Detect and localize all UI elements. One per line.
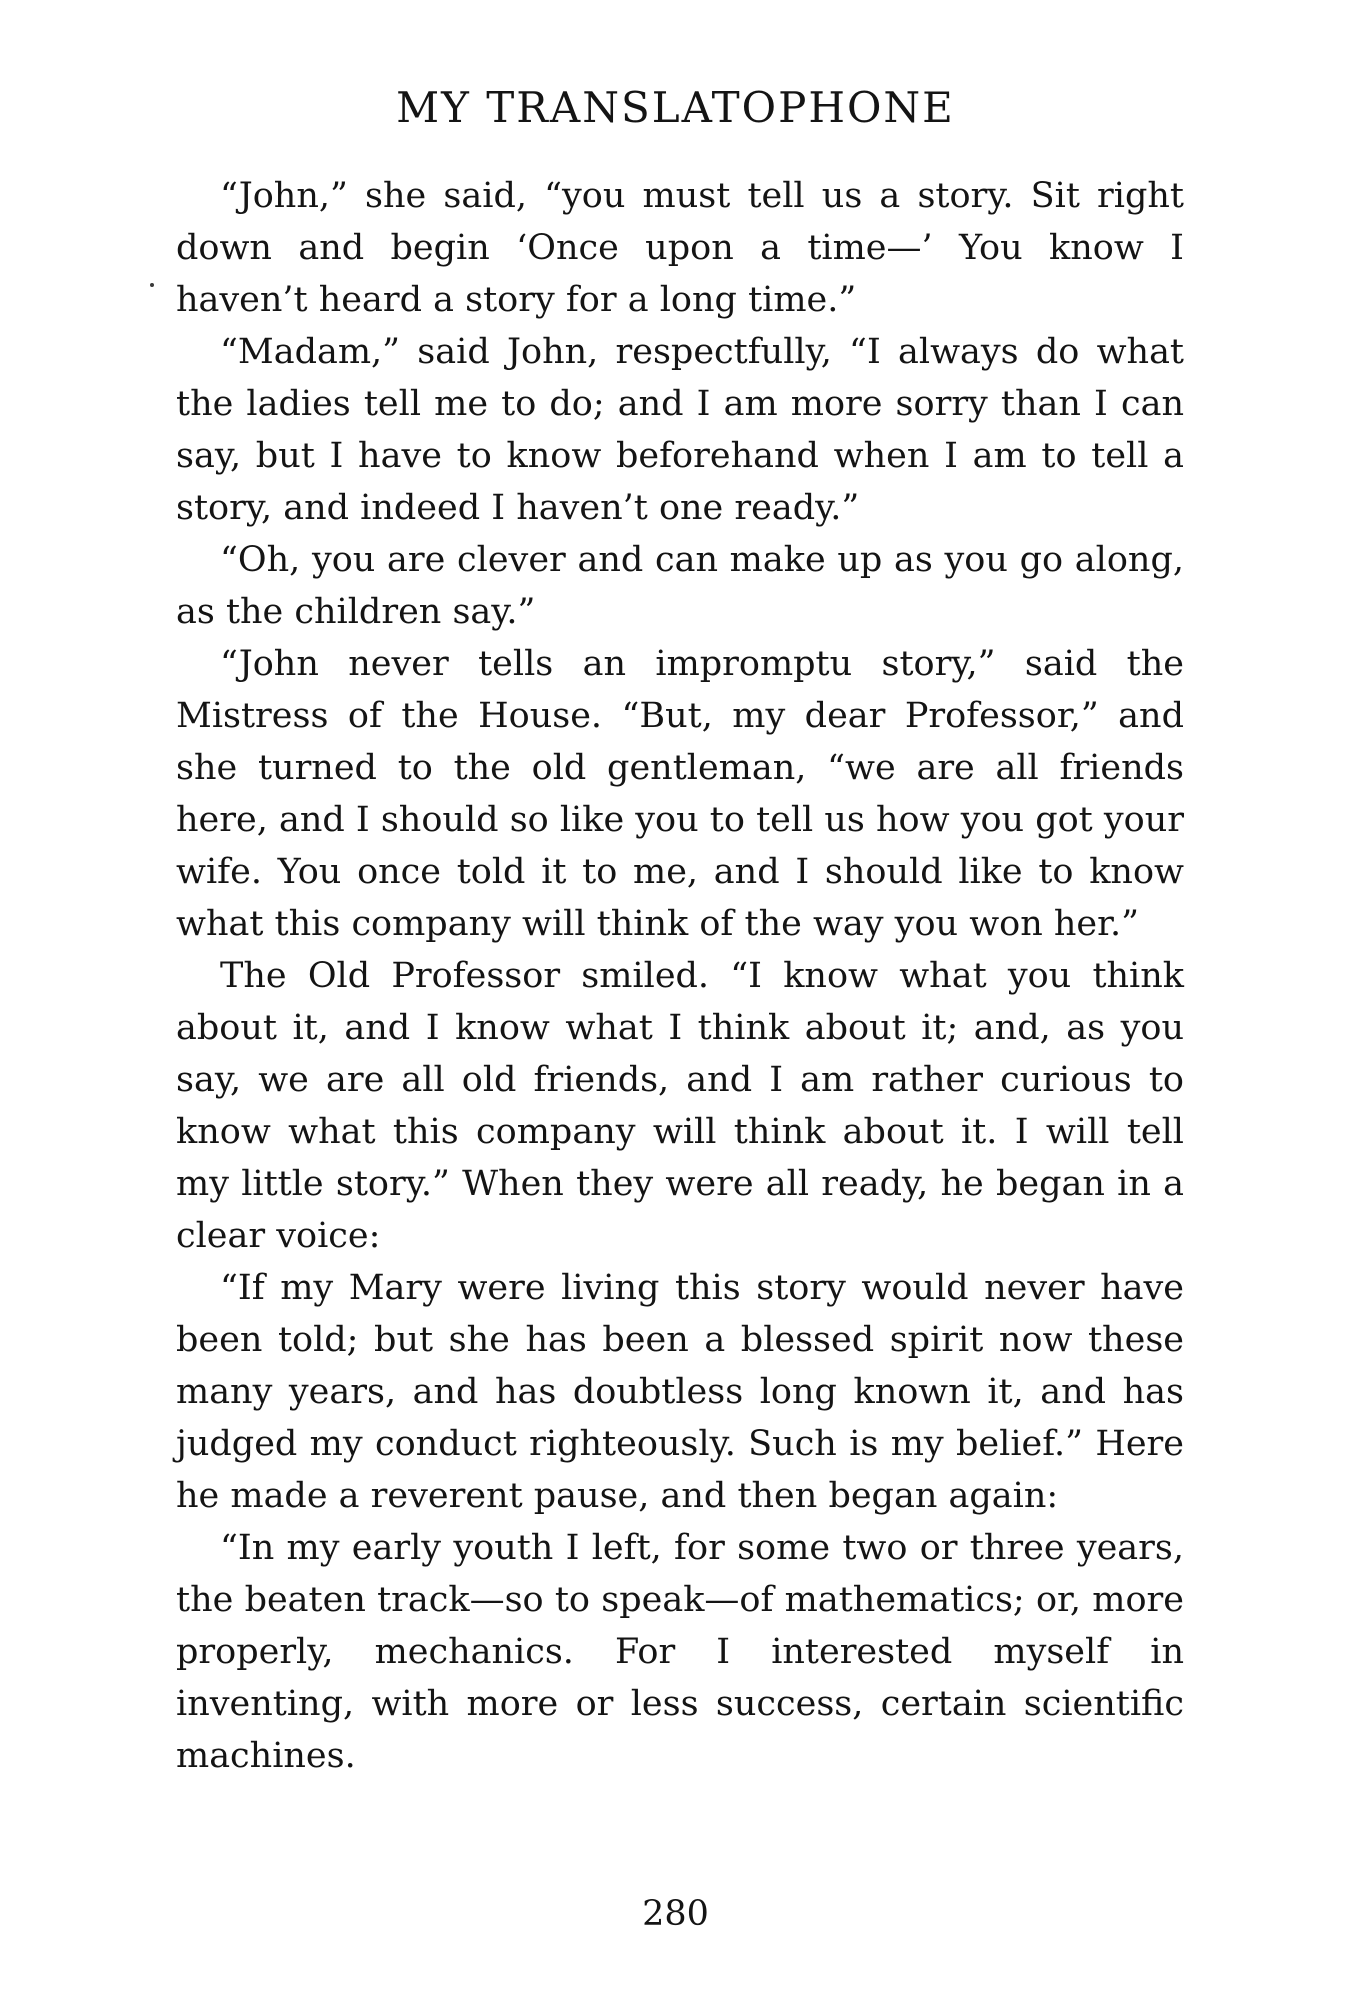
body-text xyxy=(176,170,1184,1782)
paragraph-6: “If my Mary were living this story would never have been told; but she has been a blessed spirit now these many years, and has doubtless long known it, and has judged my conduct righteously. Such is my belief.” Here he made a reverent pause, and then began again: xyxy=(176,1268,1184,1516)
paragraph-2: “Madam,” said John, respectfully, “I always do what the ladies tell me to do; and I am more sorry than I can say, but I have to know beforehand when I am to tell a story, and indeed I haven’t one ready.” xyxy=(176,332,1184,528)
paragraph-3: “Oh, you are clever and can make up as you go along, as the children say.” xyxy=(176,540,1184,632)
page-number: 280 xyxy=(642,1894,709,1934)
ink-speck xyxy=(150,283,154,287)
paragraph-1: “John,” she said, “you must tell us a story. Sit right down and begin ‘Once upon a time—’ You know I haven’t heard a story for a long time.” xyxy=(176,176,1184,320)
running-head: MY TRANSLATOPHONE xyxy=(396,83,955,132)
paragraph-7: “In my early youth I left, for some two or three years, the beaten track—so to speak—of mathematics; or, more properly, mechanics. For I interested myself in inventing, with more or less success, certain scientific machines. xyxy=(176,1528,1184,1776)
paragraph-5: The Old Professor smiled. “I know what you think about it, and I know what I think about it; and, as you say, we are all old friends, and I am rather curious to know what this company will think about it. I will tell my little story.” When they were all ready, he began in a clear voice: xyxy=(176,956,1184,1256)
paragraph-4: “John never tells an impromptu story,” said the Mistress of the House. “But, my dear Professor,” and she turned to the old gentleman, “we are all friends here, and I should so like you to tell us how you got your wife. You once told it to me, and I should like to know what this company will think of the way you won her.” xyxy=(176,644,1184,944)
